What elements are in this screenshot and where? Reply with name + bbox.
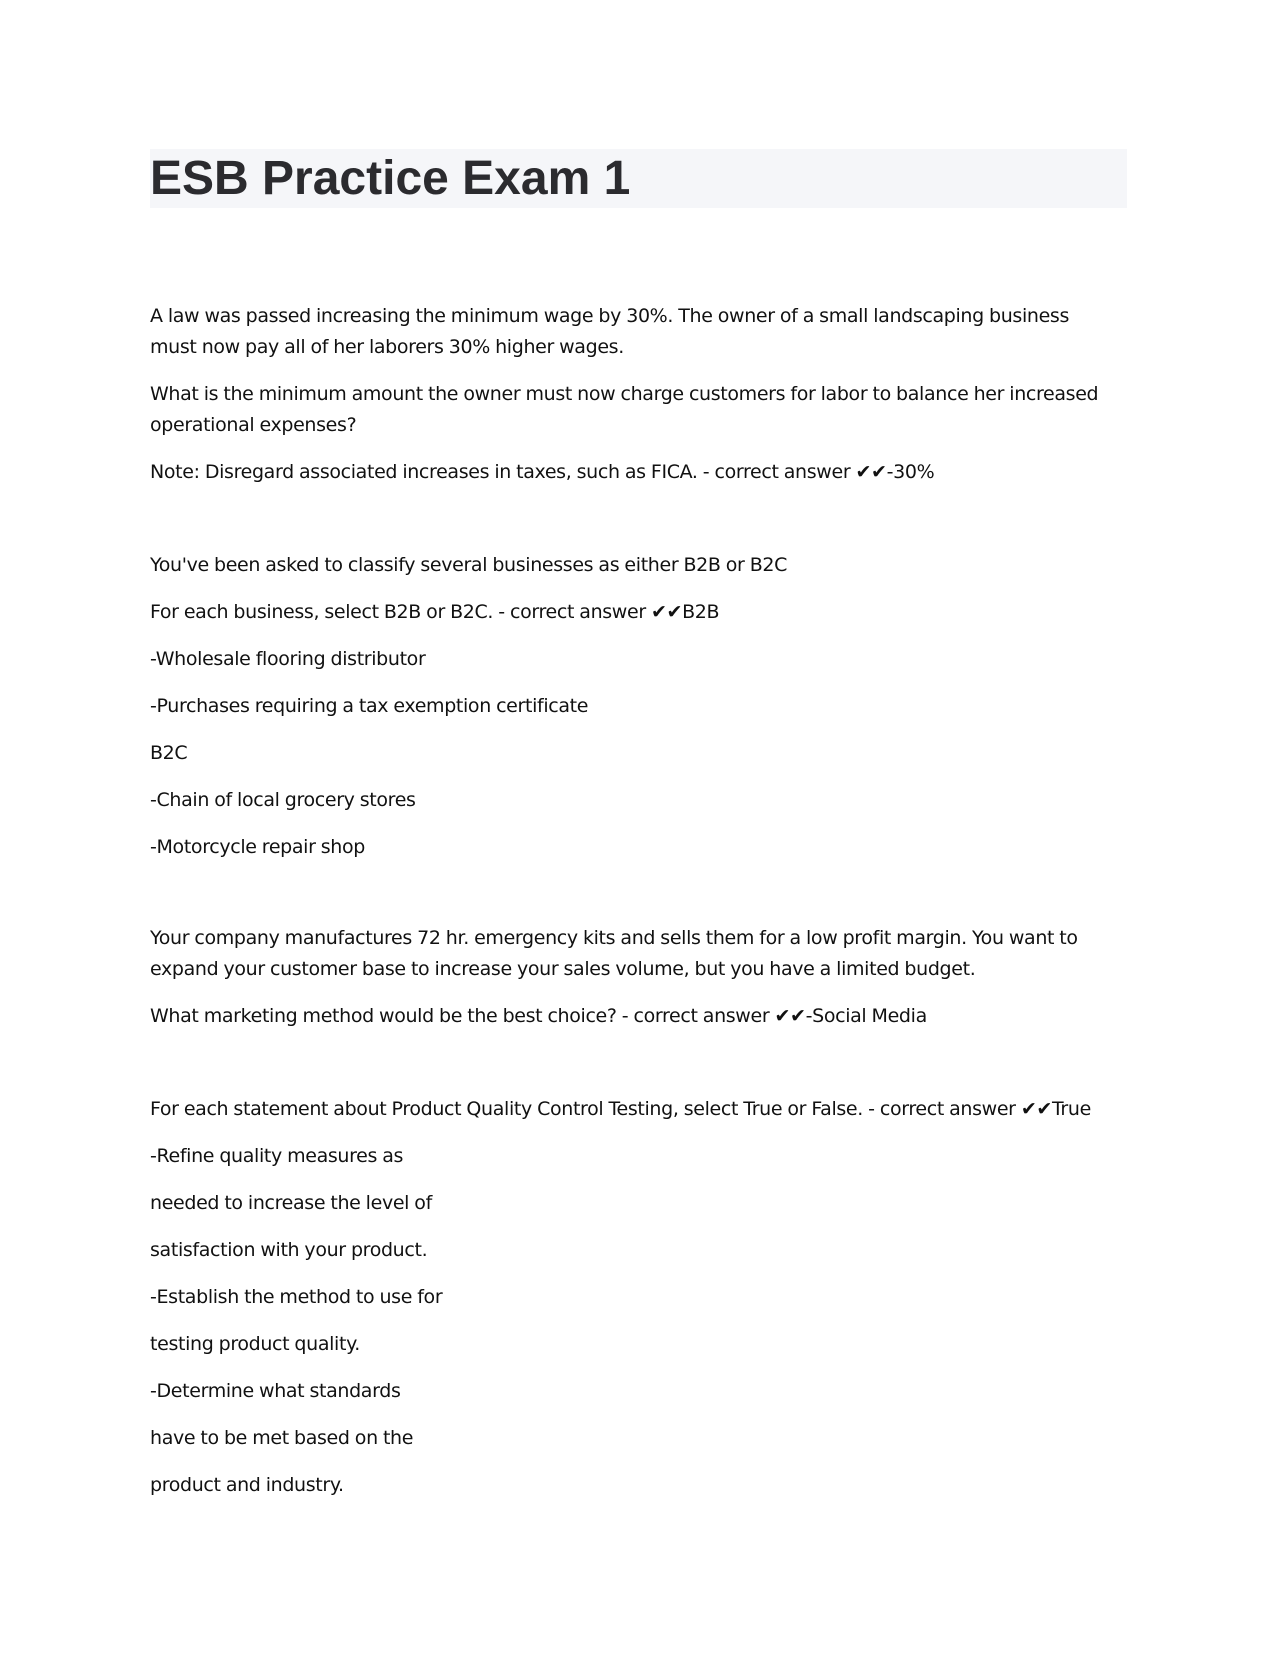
question-4 [150, 1094, 1130, 1517]
question-2-line: -Purchases requiring a tax exemption certificate [150, 695, 589, 717]
question-4-line: product and industry. [150, 1474, 344, 1496]
question-4-line: satisfaction with your product. [150, 1239, 428, 1261]
document-page [150, 149, 1130, 208]
question-2-answer: For each business, select B2B or B2C. - correct answer ✔✔B2B [150, 601, 720, 623]
title-bar [150, 149, 1127, 208]
question-1-paragraph: A law was passed increasing the minimum wage by 30%. The owner of a small landscaping business must now pay all of her laborers 30% higher wages. [150, 305, 1070, 358]
question-4-line: testing product quality. [150, 1333, 360, 1355]
question-3-answer: What marketing method would be the best choice? - correct answer ✔✔-Social Media [150, 1005, 927, 1027]
question-2-line: -Chain of local grocery stores [150, 789, 416, 811]
question-4-answer: For each statement about Product Quality Control Testing, select True or False. - correct answer ✔✔True [150, 1098, 1091, 1120]
question-2-line: B2C [150, 742, 188, 764]
question-4-line: have to be met based on the [150, 1427, 414, 1449]
question-4-line: -Determine what standards [150, 1380, 401, 1402]
question-4-line: -Establish the method to use for [150, 1286, 443, 1308]
question-2-line: You've been asked to classify several businesses as either B2B or B2C [150, 554, 788, 576]
page-title: ESB Practice Exam 1 [150, 152, 631, 205]
question-4-line: -Refine quality measures as [150, 1145, 404, 1167]
question-3-paragraph: Your company manufactures 72 hr. emergency kits and sells them for a low profit margin. You want to expand your customer base to increase your sales volume, but you have a limited budget. [150, 927, 1078, 980]
question-2-line: -Wholesale flooring distributor [150, 648, 426, 670]
question-4-line: needed to increase the level of [150, 1192, 432, 1214]
question-1-answer: Note: Disregard associated increases in taxes, such as FICA. - correct answer ✔✔-30% [150, 461, 935, 483]
question-2-line: -Motorcycle repair shop [150, 836, 365, 858]
question-1 [150, 301, 1130, 504]
question-3 [150, 923, 1130, 1048]
question-2 [150, 550, 1130, 879]
question-1-paragraph: What is the minimum amount the owner must now charge customers for labor to balance her increased operational expenses? [150, 383, 1099, 436]
